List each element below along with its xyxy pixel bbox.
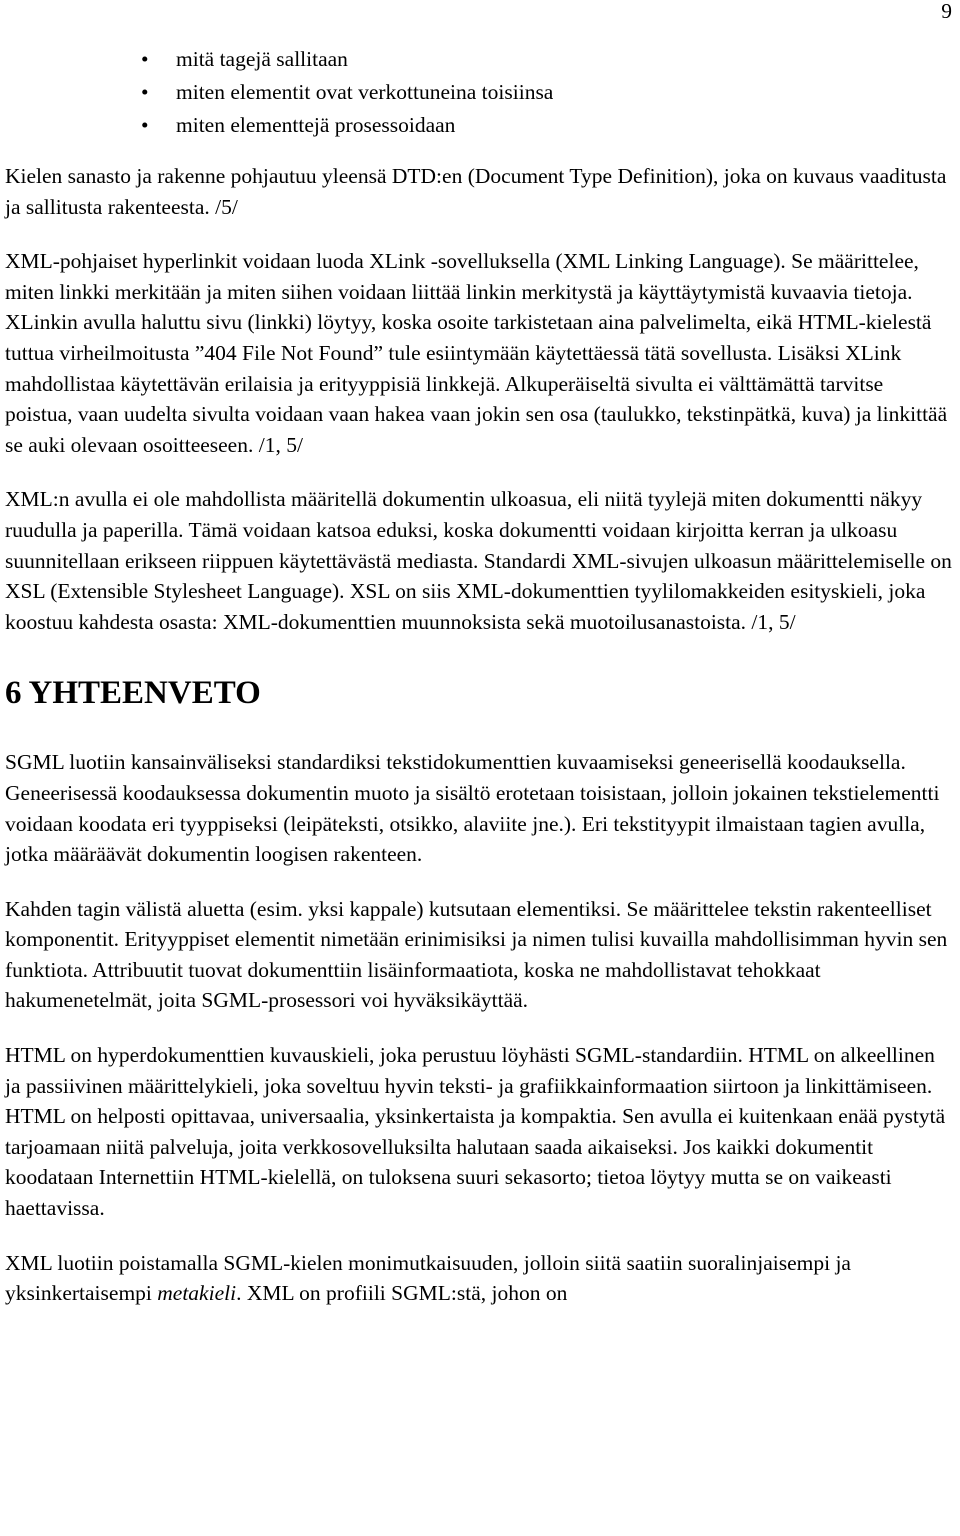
paragraph-dtd: Kielen sanasto ja rakenne pohjautuu yleensä DTD:en (Document Type Definition), joka on kuvaus vaaditusta ja sallitusta rakenteesta. /5/ <box>5 164 947 219</box>
paragraph-xlink: XML-pohjaiset hyperlinkit voidaan luoda XLink -sovelluksella (XML Linking Language). Se määrittelee, miten linkki merkitään ja miten siihen voidaan liittää linkin merkitystä ja käyttäytymistä kuvaavia tietoja. XLinkin avulla haluttu sivu (linkki) löytyy, koska osoite tarkistetaan aina palvelimelta, eikä HTML-kielestä tuttua virheilmoitusta ”404 File Not Found” tule esiintymään käytettäessä tätä sovellusta. Lisäksi XLink mahdollistaa käytettävän erilaisia ja erityyppisiä linkkejä. Alkuperäiseltä sivulta ei välttämättä tarvitse poistua, vaan uudelta sivulta voidaan vaan hakea vaan jokin sen osa (taulukko, tekstinpätkä, kuva) ja linkittää se auki olevaan osoitteeseen. /1, 5/ <box>5 249 948 457</box>
bullet-list <box>5 43 955 142</box>
metakieli-term: metakieli <box>157 1281 237 1306</box>
paragraph-html: HTML on hyperdokumenttien kuvauskieli, joka perustuu löyhästi SGML-standardiin. HTML on alkeellinen ja passiivinen määrittelykieli, joka soveltuu hyvin teksti- ja grafiikkainformaation siirtoon ja linkittämiseen. HTML on helposti opittavaa, universaalia, yksinkertaista ja kompaktia. Sen avulla ei kuitenkaan enää pystytä tarjoamaan niitä palveluja, joita verkkosovelluksilta halutaan saada aikaiseksi. Jos kaikki dokumentit koodataan Internettiin HTML-kielellä, on tuloksena suuri sekasorto; tietoa löytyy mutta se on vaikeasti haettavissa. <box>5 1043 946 1221</box>
list-item: • mitä tagejä sallitaan <box>176 43 955 76</box>
page-number: 9 <box>941 0 952 23</box>
list-item: • miten elementit ovat verkottuneina toisiinsa <box>176 76 955 109</box>
section-heading: 6 YHTEENVETO <box>5 675 261 712</box>
bullet-icon: • <box>141 80 149 104</box>
paragraph-elements: Kahden tagin välistä aluetta (esim. yksi kappale) kutsutaan elementiksi. Se määrittelee tekstin rakenteelliset komponentit. Erityyppiset elementit nimetään erinimisiksi ja nimen tulisi kuvailla mahdollisimman hyvin sen funktiota. Attribuutit tuovat dokumenttiin lisäinformaatiota, koska ne mahdollistavat tehokkaat hakumenetelmät, joita SGML-prosessori voi hyväksikäyttää. <box>5 896 948 1013</box>
list-item: • miten elementtejä prosessoidaan <box>176 109 955 142</box>
paragraph-xsl: XML:n avulla ei ole mahdollista määritellä dokumentin ulkoasua, eli niitä tyylejä miten dokumentti näkyy ruudulla ja paperilla. Tämä voidaan katsoa eduksi, koska dokumentti voidaan kirjoitta kerran ja ulkoasu suunnitellaan erikseen riippuen käytettävästä mediasta. Standardi XML-sivujen ulkoasun määrittelemiselle on XSL (Extensible Stylesheet Language). XSL on siis XML-dokumenttien tyylilomakkeiden esityskieli, joka koostuu kahdesta osasta: XML-dokumenttien muunnoksista sekä muotoilusanastoista. /1, 5/ <box>5 487 952 634</box>
bullet-icon: • <box>141 113 149 137</box>
page-content <box>5 43 955 1333</box>
paragraph-xml: XML luotiin poistamalla SGML-kielen monimutkaisuuden, jolloin siitä saatiin suoralinjaisempi ja yksinkertaisempi metakieli. XML on profiili SGML:stä, johon on <box>5 1250 851 1306</box>
bullet-icon: • <box>141 47 149 71</box>
paragraph-sgml: SGML luotiin kansainväliseksi standardiksi tekstidokumenttien kuvaamiseksi geneerisellä koodauksella. Geneerisessä koodauksessa dokumentin muoto ja sisältö erotetaan toisistaan, jolloin jokainen tekstielementti voidaan koodata eri tyyppiseksi (leipäteksti, otsikko, alaviite jne.). Eri tekstityypit ilmaistaan tagien avulla, jotka määräävät dokumentin loogisen rakenteen. <box>5 750 940 867</box>
